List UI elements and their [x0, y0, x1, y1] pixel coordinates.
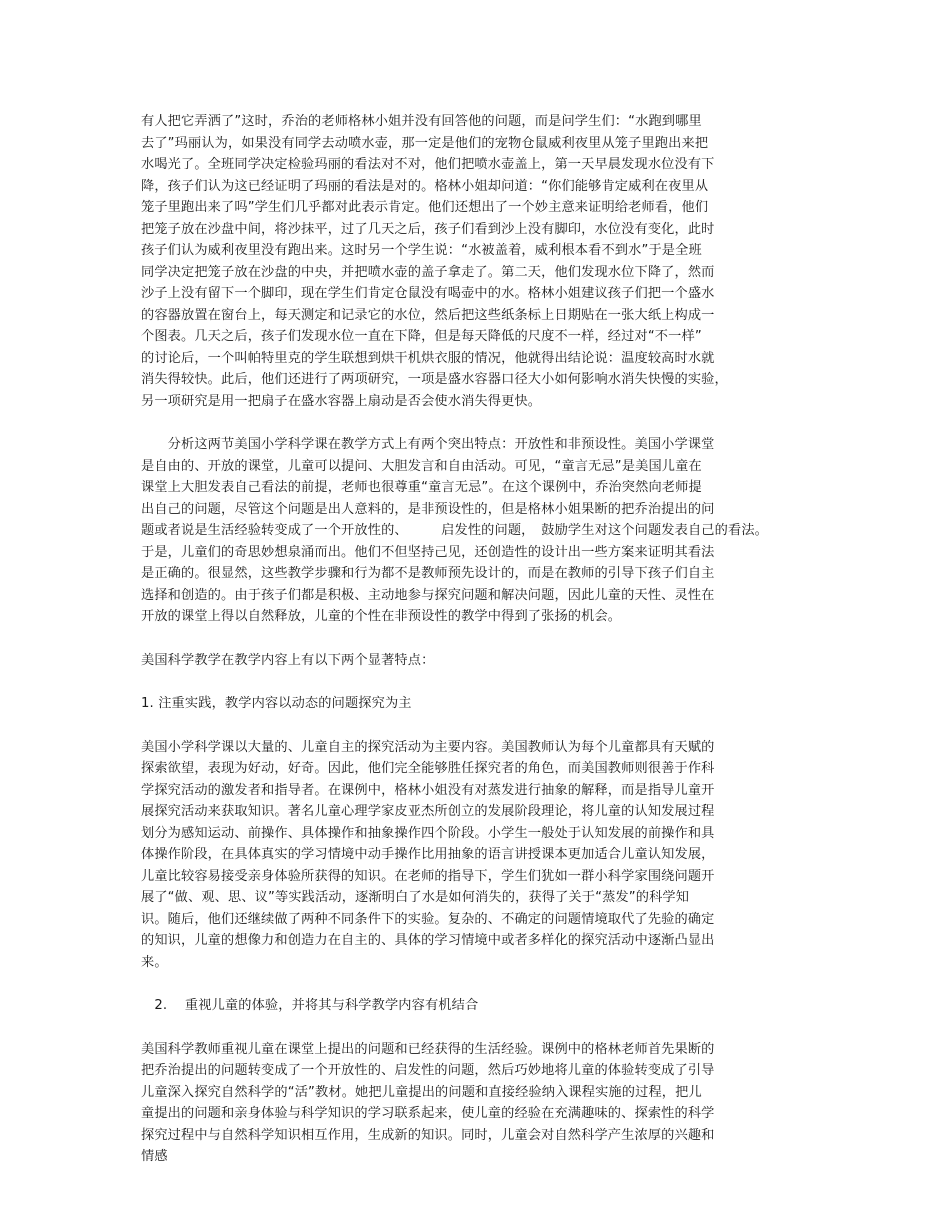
text-line: 美国科学教师重视儿童在课堂上提出的问题和已经获得的生活经验。课例中的格林老师首先果断的 [141, 1042, 715, 1057]
text-line: 学探究活动的激发者和指导者。在课例中，格林小姐没有对蒸发进行抽象的解释，而是指导儿童开 [141, 783, 715, 798]
text-line: 开放的课堂上得以自然释放，儿童的个性在非预设性的教学中得到了张扬的机会。 [141, 609, 622, 624]
text-line: 把笼子放在沙盘中间，将沙抹平，过了几天之后，孩子们看到沙上没有脚印，水位没有变化，此时 [141, 222, 715, 237]
text-line: 笼子里跑出来了吗”学生们几乎都对此表示肯定。他们还想出了一个妙主意来证明给老师看，他们 [141, 200, 709, 215]
text-line: 去了”玛丽认为，如果没有同学去动喷水壶，那一定是他们的宠物仓鼠威利夜里从笼子里跑出来把 [141, 136, 709, 151]
text-line: 消失得较快。此后，他们还进行了两项研究，一项是盛水容器口径大小如何影响水消失快慢的实验， [141, 372, 728, 387]
paragraph-3: 美国科学教学在教学内容上有以下两个显著特点： [141, 653, 435, 668]
text-line: 孩子们认为威利夜里没有跑出来。这时另一个学生说：“水被盖着，威利根本看不到水”于是全班 [141, 243, 702, 258]
text-line: 童提出的问题和亲身体验与科学知识的学习联系起来，使儿童的经验在充满趣味的、探索性的科学 [141, 1106, 715, 1121]
text-line: 体操作阶段，在具体真实的学习情境中动手操作比用抽象的语言讲授课本更加适合儿童认知发展， [141, 847, 715, 862]
text-line: 个图表。几天之后，孩子们发现水位一直在下降，但是每天降低的尺度不一样，经过对“不一样” [141, 329, 702, 344]
text-line: 有人把它弄洒了”这时，乔治的老师格林小姐并没有回答他的问题，而是问学生们：“水跑到哪里 [141, 114, 702, 129]
text-line: 的知识，儿童的想像力和创造力在自主的、具体的学习情境中或者多样化的探究活动中逐渐凸显出 [141, 933, 715, 948]
text-line: 水喝光了。全班同学决定检验玛丽的看法对不对，他们把喷水壶盖上，第一天早晨发现水位没有下 [141, 157, 715, 172]
text-line: 题或者说是生活经验转变成了一个开放性的、 启发性的问题， 鼓励学生对这个问题发表自己的看法。 [141, 523, 768, 538]
text-line: 识。随后，他们还继续做了两种不同条件下的实验。复杂的、不确定的问题情境取代了先验的确定 [141, 912, 715, 927]
text-line: 探索欲望，表现为好动，好奇。因此，他们完全能够胜任探究者的角色，而美国教师则很善于作科 [141, 761, 715, 776]
text-line: 同学决定把笼子放在沙盘的中央，并把喷水壶的盖子拿走了。第二天，他们发现水位下降了，然而 [141, 265, 715, 280]
text-line: 来。 [141, 955, 168, 970]
text-line: 美国小学科学课以大量的、儿童自主的探究活动为主要内容。美国教师认为每个儿童都具有天赋的 [141, 740, 715, 755]
text-line: 分析这两节美国小学科学课在教学方式上有两个突出特点：开放性和非预设性。美国小学课堂 [141, 437, 715, 452]
text-line: 展了“做、观、思、议”等实践活动，逐渐明白了水是如何消失的，获得了关于“蒸发”的科学知 [141, 890, 690, 905]
text-line: 划分为感知运动、前操作、具体操作和抽象操作四个阶段。小学生一般处于认知发展的前操作和具 [141, 826, 715, 841]
section-heading-2: 2. 重视儿童的体验，并将其与科学教学内容有机结合 [141, 998, 479, 1013]
text-line: 的讨论后，一个叫帕特里克的学生联想到烘干机烘衣服的情况，他就得出结论说：温度较高时水就 [141, 351, 715, 366]
text-line: 儿童深入探究自然科学的“活”教材。她把儿童提出的问题和直接经验纳入课程实施的过程，把儿 [141, 1085, 702, 1100]
text-line: 情感 [141, 1149, 168, 1164]
text-line: 儿童比较容易接受亲身体验所获得的知识。在老师的指导下，学生们犹如一群小科学家围绕问题开 [141, 869, 715, 884]
text-line: 的容器放置在窗台上，每天测定和记录它的水位，然后把这些纸条标上日期贴在一张大纸上构成一 [141, 308, 715, 323]
text-line: 探究过程中与自然科学知识相互作用，生成新的知识。同时，儿童会对自然科学产生浓厚的兴趣和 [141, 1128, 715, 1143]
text-line: 于是，儿童们的奇思妙想泉涌而出。他们不但坚持己见，还创造性的设计出一些方案来证明其看法 [141, 545, 715, 560]
text-line: 展探究活动来获取知识。著名儿童心理学家皮亚杰所创立的发展阶段理论，将儿童的认知发展过程 [141, 804, 715, 819]
text-line: 课堂上大胆发表自己看法的前提，老师也很尊重“童言无忌”。在这个课例中，乔治突然向老师提 [141, 480, 702, 495]
text-line: 选择和创造的。由于孩子们都是积极、主动地参与探究问题和解决问题，因此儿童的天性、灵性在 [141, 588, 715, 603]
text-line: 降，孩子们认为这已经证明了玛丽的看法是对的。格林小姐却问道：“你们能够肯定威利在夜里从 [141, 179, 709, 194]
text-line: 把乔治提出的问题转变成了一个开放性的、启发性的问题，然后巧妙地将儿童的体验转变成了引导 [141, 1063, 715, 1078]
text-line: 沙子上没有留下一个脚印，现在学生们肯定仓鼠没有喝壶中的水。格林小姐建议孩子们把一个盛水 [141, 286, 715, 301]
text-line: 出自己的问题，尽管这个问题是出人意料的，是非预设性的，但是格林小姐果断的把乔治提出的问 [141, 502, 715, 517]
text-line: 另一项研究是用一把扇子在盛水容器上扇动是否会使水消失得更快。 [141, 394, 542, 409]
section-heading-1: 1. 注重实践，教学内容以动态的问题探究为主 [141, 696, 412, 711]
text-line: 是自由的、开放的课堂，儿童可以提问、大胆发言和自由活动。可见，“童言无忌”是美国儿童在 [141, 459, 702, 474]
text-line: 是正确的。很显然，这些教学步骤和行为都不是教师预先设计的，而是在教师的引导下孩子们自主 [141, 566, 715, 581]
